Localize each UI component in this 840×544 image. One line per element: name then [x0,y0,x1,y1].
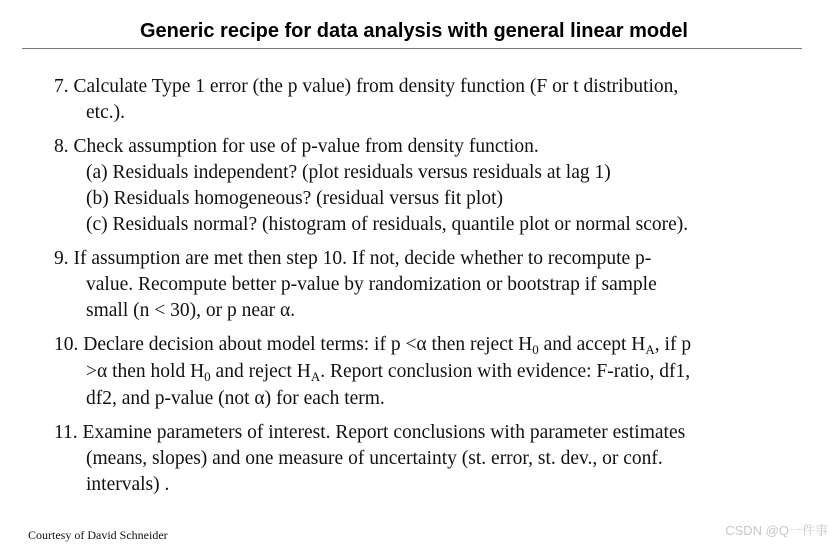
step-10-line-2-text-c: . Report conclusion with evidence: F-ratio, df1, [320,361,691,382]
step-11 [54,420,774,498]
step-8 [54,134,774,238]
ha-subscript: A [310,369,321,384]
recipe-steps [54,74,774,506]
step-10-line-1-text-b: and accept H [538,334,646,355]
watermark: CSDN @Q一件事 [725,523,828,538]
step-10-line-2-text-a: >α then hold H [86,361,205,382]
step-8-item-a: (a) Residuals independent? (plot residuals versus residuals at lag 1) [86,162,611,183]
ha-subscript: A [645,342,655,357]
step-10-line-3: df2, and p-value (not α) for each term. [86,388,385,409]
title-divider [22,48,802,49]
step-9-line-2: value. Recompute better p-value by randomization or bootstrap if sample [86,274,657,295]
h0-subscript: 0 [204,369,211,384]
step-7 [54,74,774,126]
step-11-line-1: 11. Examine parameters of interest. Report conclusions with parameter estimates [54,422,686,443]
h0-subscript: 0 [532,342,539,357]
step-9-line-3: small (n < 30), or p near α. [86,300,296,321]
slide-title: Generic recipe for data analysis with general linear model [140,20,688,42]
step-11-line-2: (means, slopes) and one measure of uncertainty (st. error, st. dev., or conf. [86,448,663,469]
step-10-line-2-text-b: and reject H [210,361,311,382]
step-7-line-2: etc.). [86,102,125,123]
footer-credit: Courtesy of David Schneider [28,528,168,542]
step-8-item-b: (b) Residuals homogeneous? (residual versus fit plot) [86,188,503,209]
step-10-line-1 [54,332,774,359]
step-7-line-1: 7. Calculate Type 1 error (the p value) from density function (F or t distribution, [54,76,679,97]
step-8-line-1: 8. Check assumption for use of p-value from density function. [54,136,539,157]
step-9 [54,246,774,324]
step-8-item-c: (c) Residuals normal? (histogram of residuals, quantile plot or normal score). [86,214,689,235]
step-9-line-1: 9. If assumption are met then step 10. If not, decide whether to recompute p- [54,248,652,269]
step-10-line-1-text-c: , if p [654,334,692,355]
step-11-line-3: intervals) . [86,474,170,495]
step-10-line-1-text-a: 10. Declare decision about model terms: if p <α then reject H [54,334,533,355]
step-10 [54,332,774,412]
step-10-line-2 [54,359,774,386]
